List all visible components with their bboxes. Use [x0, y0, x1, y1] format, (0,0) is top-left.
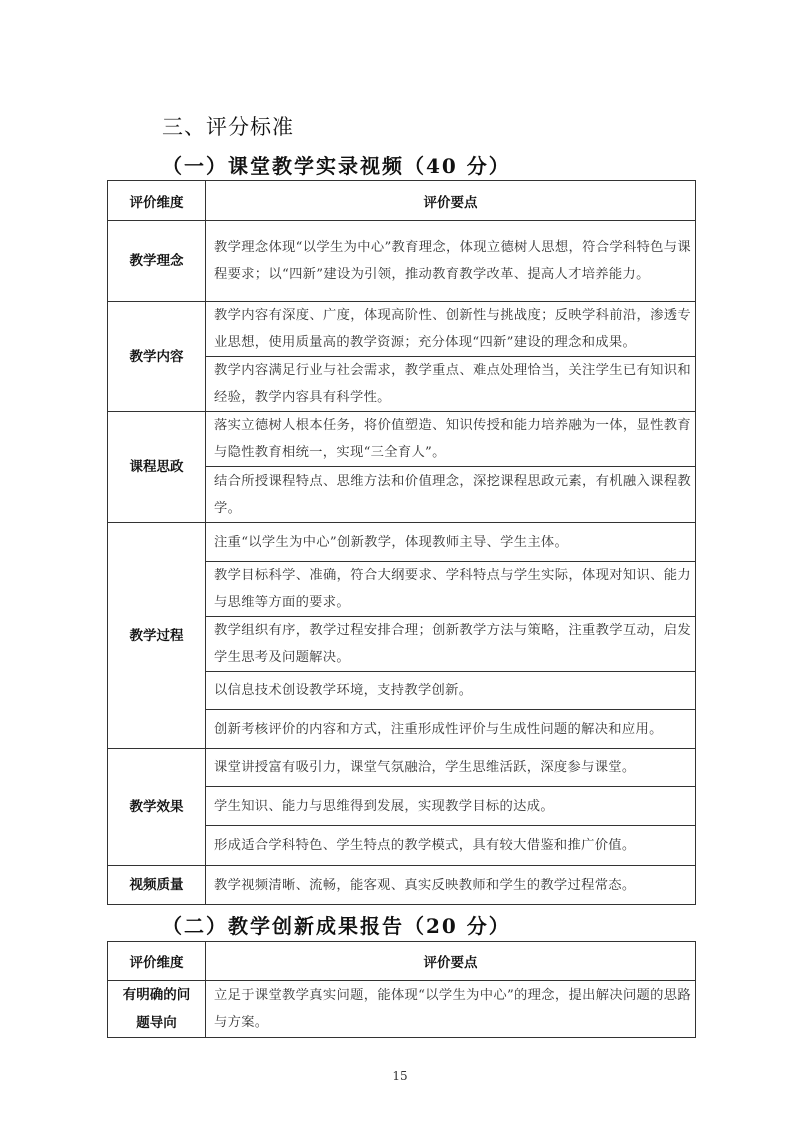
table-1-title: （一）课堂教学实录视频（40 分）: [162, 154, 511, 178]
point-cell: 落实立德树人根本任务，将价值塑造、知识传授和能力培养融为一体，显性教育与隐性教育相统一，实现“三全育人”。: [206, 412, 696, 467]
table-row: [108, 866, 696, 905]
dimension-cell: 教学理念: [108, 221, 206, 302]
point-cell: 教学内容满足行业与社会需求，教学重点、难点处理恰当，关注学生已有知识和经验，教学内容具有科学性。: [206, 357, 696, 412]
point-cell: 形成适合学科特色、学生特点的教学模式，具有较大借鉴和推广价值。: [206, 826, 696, 866]
dimension-cell: 有明确的问题导向: [108, 981, 206, 1038]
scoring-table-video: [107, 180, 696, 905]
point-cell: 注重“以学生为中心”创新教学，体现教师主导、学生主体。: [206, 523, 696, 562]
header-points: 评价要点: [206, 181, 696, 221]
table-2-title: （二）教学创新成果报告（20 分）: [162, 914, 511, 938]
page-number: 15: [392, 1069, 408, 1083]
point-cell: 立足于课堂教学真实问题，能体现“以学生为中心”的理念，提出解决问题的思路与方案。: [206, 981, 696, 1038]
dimension-cell: 课程思政: [108, 412, 206, 523]
dimension-cell: 教学效果: [108, 749, 206, 866]
point-cell: 创新考核评价的内容和方式，注重形成性评价与生成性问题的解决和应用。: [206, 710, 696, 749]
table-row: [108, 981, 696, 1038]
table-row: [108, 302, 696, 357]
point-cell: 教学内容有深度、广度，体现高阶性、创新性与挑战度；反映学科前沿，渗透专业思想，使用质量高的教学资源；充分体现“四新”建设的理念和成果。: [206, 302, 696, 357]
point-cell: 教学目标科学、准确，符合大纲要求、学科特点与学生实际，体现对知识、能力与思维等方面的要求。: [206, 562, 696, 617]
table-header-row: [108, 942, 696, 981]
point-cell: 教学理念体现“以学生为中心”教育理念，体现立德树人思想，符合学科特色与课程要求；以“四新”建设为引领，推动教育教学改革、提高人才培养能力。: [206, 221, 696, 302]
table-row: [108, 749, 696, 787]
dimension-cell: 教学过程: [108, 523, 206, 749]
scoring-table-report: [107, 941, 696, 1038]
table-header-row: [108, 181, 696, 221]
point-cell: 结合所授课程特点、思维方法和价值理念，深挖课程思政元素，有机融入课程教学。: [206, 467, 696, 523]
point-cell: 教学视频清晰、流畅，能客观、真实反映教师和学生的教学过程常态。: [206, 866, 696, 905]
point-cell: 以信息技术创设教学环境，支持教学创新。: [206, 672, 696, 710]
point-cell: 课堂讲授富有吸引力，课堂气氛融洽，学生思维活跃，深度参与课堂。: [206, 749, 696, 787]
section-title: 三、评分标准: [162, 115, 294, 139]
table-row: [108, 221, 696, 302]
point-cell: 教学组织有序，教学过程安排合理；创新教学方法与策略，注重教学互动，启发学生思考及问题解决。: [206, 617, 696, 672]
table-row: [108, 523, 696, 562]
header-dimension: 评价维度: [108, 942, 206, 981]
header-points: 评价要点: [206, 942, 696, 981]
point-cell: 学生知识、能力与思维得到发展，实现教学目标的达成。: [206, 787, 696, 826]
dimension-cell: 教学内容: [108, 302, 206, 412]
table-row: [108, 412, 696, 467]
dimension-cell: 视频质量: [108, 866, 206, 905]
header-dimension: 评价维度: [108, 181, 206, 221]
